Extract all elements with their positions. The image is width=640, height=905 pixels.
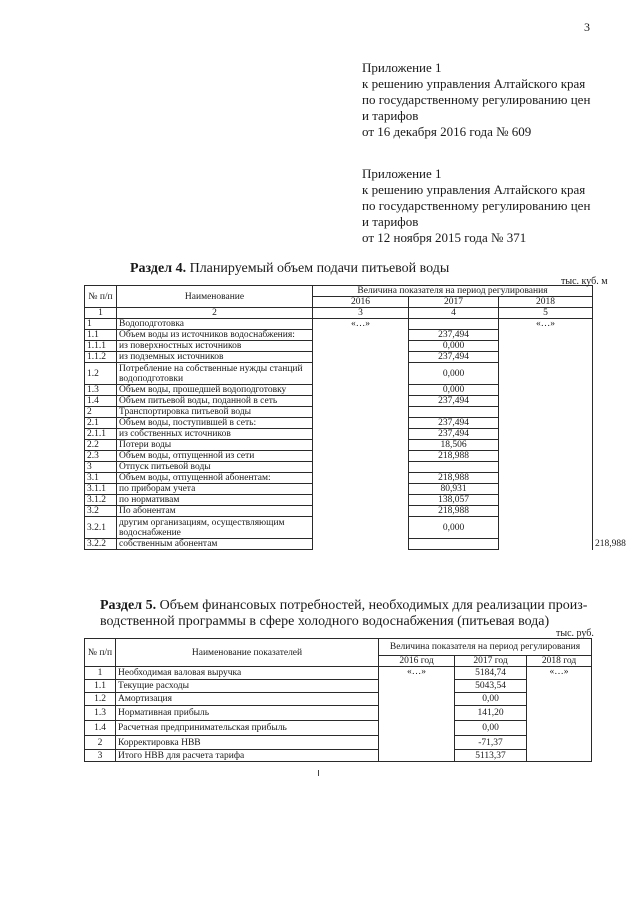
value-2017: 237,494 xyxy=(409,418,499,429)
table-row xyxy=(85,693,592,706)
value-2017: 5113,37 xyxy=(455,750,527,762)
row-num: 1.4 xyxy=(85,396,117,407)
value-2017 xyxy=(409,462,499,473)
page-number: 3 xyxy=(584,20,590,34)
value-2018-placeholder: «…» xyxy=(527,667,592,762)
header-year-2018: 2018 xyxy=(499,297,593,308)
section5-title-line2: водственной программы в сфере холодного водоснабжения (питьевая вода) xyxy=(100,614,550,629)
row-num: 1.2 xyxy=(85,363,117,385)
column-number: 1 xyxy=(85,308,117,319)
row-num: 2.1.1 xyxy=(85,429,117,440)
row-name: Отпуск питьевой воды xyxy=(117,462,313,473)
value-2017: 0,000 xyxy=(409,517,499,539)
table-row xyxy=(85,330,593,341)
header-name: Наименование показателей xyxy=(116,639,379,667)
row-name: Нормативная прибыль xyxy=(116,706,379,721)
header-period: Величина показателя на период регулирования xyxy=(313,286,593,297)
value-2017: 0,00 xyxy=(455,721,527,736)
row-num: 3.1.2 xyxy=(85,495,117,506)
appendix-line: Приложение 1 xyxy=(362,60,442,75)
column-number: 4 xyxy=(409,308,499,319)
row-name: Водоподготовка xyxy=(117,319,313,330)
row-name: Итого НВВ для расчета тарифа xyxy=(116,750,379,762)
value-2017: 141,20 xyxy=(455,706,527,721)
table-row xyxy=(85,750,592,762)
section5-table xyxy=(84,638,592,762)
row-name: Транспортировка питьевой воды xyxy=(117,407,313,418)
row-num: 3.2.2 xyxy=(85,539,117,550)
row-name: из собственных источников xyxy=(117,429,313,440)
row-num: 1.2 xyxy=(85,693,116,706)
value-2018-placeholder: «…» xyxy=(499,319,593,330)
header-num: № п/п xyxy=(85,286,117,308)
value-2017: 237,494 xyxy=(409,396,499,407)
header-year-2017: 2017 xyxy=(409,297,499,308)
section5-unit: тыс. руб. xyxy=(556,628,594,639)
row-name: по нормативам xyxy=(117,495,313,506)
row-num: 1.3 xyxy=(85,706,116,721)
row-num: 2.3 xyxy=(85,451,117,462)
appendix-line: и тарифов xyxy=(362,108,419,123)
row-num: 1.1.2 xyxy=(85,352,117,363)
appendix-line: по государственному регулированию цен xyxy=(362,198,591,213)
value-2017: 18,506 xyxy=(409,440,499,451)
appendix-line: от 12 ноября 2015 года № 371 xyxy=(362,230,527,245)
appendix-line: по государственному регулированию цен xyxy=(362,92,591,107)
section4-label: Раздел 4. xyxy=(130,261,187,276)
row-name: Объем питьевой воды, поданной в сеть xyxy=(117,396,313,407)
value-2017: 0,000 xyxy=(409,341,499,352)
value-2017: 5184,74 xyxy=(455,667,527,680)
section4-unit: тыс. куб. м xyxy=(561,276,608,287)
value-2017: 0,000 xyxy=(409,363,499,385)
appendix-block-current xyxy=(362,60,590,140)
row-name: Корректировка НВВ xyxy=(116,736,379,750)
row-num: 3.2.1 xyxy=(85,517,117,539)
row-name: Расчетная предпринимательская прибыль xyxy=(116,721,379,736)
value-2017: 237,494 xyxy=(409,352,499,363)
table-row xyxy=(85,706,592,721)
value-2017: 218,988 xyxy=(409,451,499,462)
column-number: 5 xyxy=(499,308,593,319)
row-num: 3 xyxy=(85,462,117,473)
scan-mark xyxy=(318,770,319,776)
value-2017: 138,057 xyxy=(409,495,499,506)
row-name: Потери воды xyxy=(117,440,313,451)
table-row xyxy=(85,721,592,736)
header-year-2016: 2016 xyxy=(313,297,409,308)
row-name: Потребление на собственные нужды станций водоподготовки xyxy=(117,363,313,385)
value-2017: 80,931 xyxy=(409,484,499,495)
row-name: по приборам учета xyxy=(117,484,313,495)
row-num: 1.3 xyxy=(85,385,117,396)
section4-table xyxy=(84,285,626,550)
value-2017: 237,494 xyxy=(409,330,499,341)
row-num: 1.1 xyxy=(85,680,116,693)
row-name: собственным абонентам xyxy=(117,539,313,550)
row-num: 2 xyxy=(85,407,117,418)
table-row xyxy=(85,319,593,330)
row-name: Текущие расходы xyxy=(116,680,379,693)
row-name: Объем воды, поступившей в сеть: xyxy=(117,418,313,429)
row-num: 1 xyxy=(85,667,116,680)
row-num: 1.4 xyxy=(85,721,116,736)
section5-title xyxy=(100,598,587,630)
appendix-line: и тарифов xyxy=(362,214,419,229)
value-2017 xyxy=(409,319,499,330)
value-2016-empty xyxy=(409,539,499,550)
header-year-2017: 2017 год xyxy=(455,656,527,667)
row-name: Объем воды, прошедшей водоподготовку xyxy=(117,385,313,396)
row-num: 3.2 xyxy=(85,506,117,517)
table-row: 3.2.2 собственным абонентам 218,988 xyxy=(85,539,593,550)
appendix-line: к решению управления Алтайского края xyxy=(362,76,586,91)
row-name: из поверхностных источников xyxy=(117,341,313,352)
header-name: Наименование xyxy=(117,286,313,308)
value-2017: 0,000 xyxy=(409,385,499,396)
appendix-block-original xyxy=(362,166,590,246)
column-number: 3 xyxy=(313,308,409,319)
value-2017: 218,988 xyxy=(409,473,499,484)
row-num: 3 xyxy=(85,750,116,762)
appendix-line: Приложение 1 xyxy=(362,166,442,181)
value-2016-placeholder: «…» xyxy=(379,667,455,762)
section5-title-text: Объем финансовых потребностей, необходимых для реализации произ- xyxy=(156,598,588,613)
value-2017: 0,00 xyxy=(455,693,527,706)
section5-label: Раздел 5. xyxy=(100,598,157,613)
value-2016-empty xyxy=(313,330,409,550)
value-2016-placeholder: «…» xyxy=(313,319,409,330)
row-num: 2.2 xyxy=(85,440,117,451)
row-num: 1.1 xyxy=(85,330,117,341)
row-name: Объем воды, отпущенной из сети xyxy=(117,451,313,462)
row-name: Объем воды из источников водоснабжения: xyxy=(117,330,313,341)
column-number: 2 xyxy=(117,308,313,319)
value-2017: 237,494 xyxy=(409,429,499,440)
appendix-line: к решению управления Алтайского края xyxy=(362,182,586,197)
row-num: 1.1.1 xyxy=(85,341,117,352)
header-period: Величина показателя на период регулирования xyxy=(379,639,592,656)
row-name: Объем воды, отпущенной абонентам: xyxy=(117,473,313,484)
value-2017: 218,988 xyxy=(409,506,499,517)
value-2017: 5043,54 xyxy=(455,680,527,693)
section4-title-text: Планируемый объем подачи питьевой воды xyxy=(186,261,450,276)
row-num: 2.1 xyxy=(85,418,117,429)
row-name: из подземных источников xyxy=(117,352,313,363)
row-name: Необходимая валовая выручка xyxy=(116,667,379,680)
table-row xyxy=(85,680,592,693)
table-row xyxy=(85,736,592,750)
row-num: 2 xyxy=(85,736,116,750)
row-name: другим организациям, осуществляющим водоснабжение xyxy=(117,517,313,539)
header-year-2018: 2018 год xyxy=(527,656,592,667)
value-2018-empty xyxy=(499,330,593,550)
row-name: По абонентам xyxy=(117,506,313,517)
value-2017: -71,37 xyxy=(455,736,527,750)
row-num: 3.1.1 xyxy=(85,484,117,495)
section4-title xyxy=(130,261,449,277)
appendix-line: от 16 декабря 2016 года № 609 xyxy=(362,124,532,139)
row-num: 3.1 xyxy=(85,473,117,484)
header-num: № п/п xyxy=(85,639,116,667)
row-num: 1 xyxy=(85,319,117,330)
row-name: Амортизация xyxy=(116,693,379,706)
value-2017 xyxy=(409,407,499,418)
header-year-2016: 2016 год xyxy=(379,656,455,667)
table-row xyxy=(85,667,592,680)
